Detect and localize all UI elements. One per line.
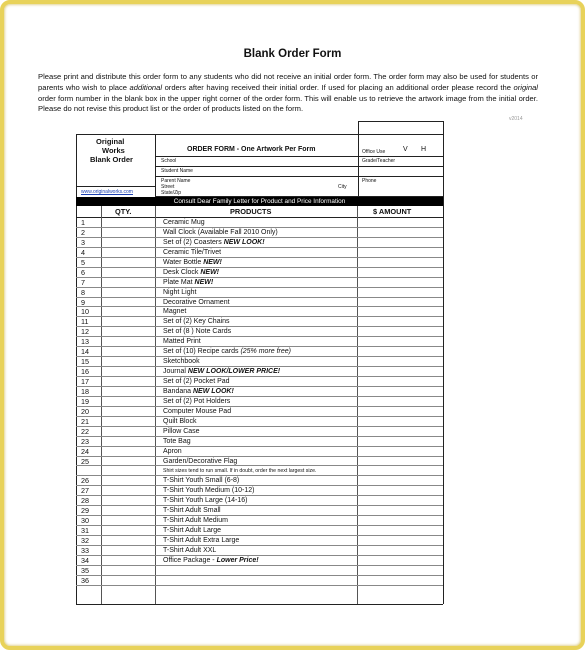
intro-text-1: Please print and distribute this order form to any students who did not receive an initial order form. The order form may also be used for students or parents who wish to place (38, 72, 538, 92)
product-label: Ceramic Mug (163, 219, 205, 226)
product-label: Journal (163, 368, 188, 376)
product-label: Computer Mouse Pad (163, 407, 232, 415)
product-label: Plate Mat (163, 278, 195, 286)
product-label: T-Shirt Adult Extra Large (163, 537, 240, 544)
product-row[interactable] (76, 387, 443, 397)
header-line-student (155, 166, 443, 167)
row-number: 6 (81, 267, 85, 277)
student-name-label: Student Name (161, 168, 193, 174)
state-zip-label: State/Zip (161, 190, 182, 196)
product-label: Night Light (163, 288, 197, 296)
row-number: 10 (81, 307, 89, 317)
intro-text-3: order form number in the blank box in the upper right corner of the order form. This will enable us to retrieve the artwork image from the initial order. Please do not revise this product list or the order of products listed on the form. (38, 93, 538, 114)
product-row[interactable] (76, 546, 443, 556)
row-number: 9 (81, 297, 85, 307)
product-tag: NEW LOOK/LOWER PRICE! (187, 368, 281, 376)
product-row[interactable] (76, 347, 443, 357)
row-number: 31 (81, 526, 89, 536)
row-number: 12 (81, 327, 89, 337)
office-h-label: H (421, 146, 427, 153)
product-row[interactable] (76, 337, 443, 347)
table-bottom-line (76, 604, 443, 605)
product-label: Set of (8 ) Note Cards (163, 328, 232, 336)
product-label: Sketchbook (163, 358, 200, 366)
row-number: 2 (81, 227, 85, 237)
row-number: 22 (81, 426, 89, 436)
product-row[interactable] (76, 298, 443, 308)
product-label: Decorative Ornament (163, 298, 230, 306)
product-row[interactable] (76, 437, 443, 447)
logo-line-1: Original (96, 137, 125, 146)
logo-line-2: Works (102, 146, 125, 155)
row-number: 16 (81, 367, 89, 377)
product-row[interactable] (76, 447, 443, 457)
row-number: 14 (81, 347, 89, 357)
table-right-border (443, 134, 444, 604)
product-label: Matted Print (163, 338, 201, 346)
phone-label: Phone (362, 178, 377, 184)
product-label: Tote Bag (163, 437, 191, 445)
column-header-products: PRODUCTS (230, 207, 272, 216)
order-number-box-left (358, 121, 359, 134)
product-row[interactable] (76, 327, 443, 337)
row-number: 20 (81, 406, 89, 416)
product-label: Bandana (163, 387, 193, 395)
row-number: 15 (81, 357, 89, 367)
header-line-parent (155, 176, 443, 177)
product-row[interactable] (76, 566, 443, 576)
product-row[interactable] (76, 496, 443, 506)
header-logo-bottom (76, 186, 155, 187)
product-row[interactable] (76, 367, 443, 377)
product-label: Apron (163, 447, 182, 455)
product-row[interactable] (76, 506, 443, 516)
product-row[interactable] (76, 268, 443, 278)
product-row[interactable] (76, 576, 443, 586)
school-label: School (161, 158, 177, 164)
intro-text-2: orders after having received their initial order. If used for placing an additional order please record the (162, 82, 514, 92)
product-tag: NEW! (194, 278, 214, 286)
page-title: Blank Order Form (243, 48, 342, 60)
order-number-box-right (443, 121, 444, 134)
column-header-amount: $ AMOUNT (373, 207, 412, 216)
row-number: 24 (81, 446, 89, 456)
product-row[interactable] (76, 218, 443, 228)
product-row[interactable] (76, 248, 443, 258)
product-label: T-Shirt Adult Medium (163, 517, 228, 525)
product-label: Set of (2) Pot Holders (163, 397, 231, 405)
product-label: T-Shirt Adult Small (163, 507, 221, 515)
row-number: 28 (81, 496, 89, 506)
city-label: City (338, 184, 347, 190)
website-link[interactable]: www.originalworks.com (81, 189, 133, 195)
product-row[interactable] (76, 556, 443, 566)
product-note: (25% more free) (240, 348, 292, 356)
product-row[interactable] (76, 457, 443, 467)
row-number: 35 (81, 565, 89, 575)
product-row[interactable] (76, 377, 443, 387)
info-banner: Consult Dear Family Letter for Product and Price Information (76, 197, 443, 206)
row-number: 13 (81, 337, 89, 347)
product-row[interactable] (76, 427, 443, 437)
row-number: 1 (81, 218, 85, 227)
product-label: Wall Clock (Available Fall 2010 Only) (163, 228, 278, 236)
row-number: 17 (81, 377, 89, 386)
product-label: T-Shirt Adult XXL (163, 546, 217, 554)
row-number: 5 (81, 257, 85, 267)
version-label: v2014 (509, 116, 523, 122)
form-title: ORDER FORM - One Artwork Per Form (187, 146, 316, 153)
header-top-line (76, 134, 443, 135)
header-line-school (155, 156, 443, 157)
row-number: 19 (81, 396, 89, 406)
product-label: T-Shirt Adult Large (163, 527, 221, 535)
row-number: 30 (81, 516, 89, 526)
product-row[interactable] (76, 407, 443, 417)
product-label: Quilt Block (163, 417, 197, 425)
product-label: Pillow Case (163, 427, 200, 435)
row-number: 36 (81, 575, 89, 585)
order-number-box-top (358, 121, 443, 122)
product-label: Office Package - (163, 556, 217, 564)
row-number: 8 (81, 287, 85, 297)
product-row[interactable] (76, 486, 443, 496)
row-number: 21 (81, 416, 89, 426)
product-row[interactable] (76, 526, 443, 536)
product-label: Set of (10) Recipe cards (163, 348, 241, 356)
row-number: 25 (81, 456, 89, 466)
product-label: T-Shirt Youth Small (6-8) (163, 477, 240, 485)
intro-paragraph (38, 72, 538, 115)
product-row[interactable] (76, 397, 443, 407)
intro-italic-1: additional (129, 82, 163, 92)
row-number: 23 (81, 436, 89, 446)
product-row[interactable] (76, 238, 443, 248)
product-label: Magnet (163, 308, 187, 316)
product-row[interactable] (76, 417, 443, 427)
product-label: Ceramic Tile/Trivet (163, 248, 222, 256)
row-number: 3 (81, 237, 85, 247)
product-label: Set of (2) Coasters (163, 238, 224, 246)
product-row[interactable] (76, 288, 443, 298)
product-row[interactable] (76, 228, 443, 238)
row-number: 26 (81, 476, 89, 486)
grade-teacher-label: Grade/Teacher (362, 158, 396, 164)
street-label: Street (161, 184, 175, 190)
row-number: 29 (81, 506, 89, 516)
product-label: Desk Clock (163, 268, 201, 276)
office-use-label: Office Use (362, 149, 386, 155)
product-row[interactable] (76, 476, 443, 486)
product-tag: NEW! (200, 268, 220, 276)
column-header-qty: QTY. (115, 207, 132, 216)
product-row[interactable] (76, 307, 443, 317)
row-divider (76, 585, 443, 586)
product-row[interactable] (76, 536, 443, 546)
product-row[interactable] (76, 317, 443, 327)
product-tag: NEW LOOK! (192, 387, 234, 395)
product-tag: Lower Price! (216, 556, 259, 564)
product-label: Set of (2) Key Chains (163, 318, 230, 326)
product-row[interactable] (76, 357, 443, 367)
product-label: T-Shirt Youth Large (14-16) (163, 497, 248, 505)
product-row[interactable] (76, 516, 443, 526)
product-label: Water Bottle (163, 258, 204, 266)
row-number: 7 (81, 277, 85, 287)
row-number: 33 (81, 545, 89, 555)
intro-italic-2: original (513, 82, 538, 92)
row-number: 32 (81, 536, 89, 545)
product-label: Set of (2) Pocket Pad (163, 378, 230, 385)
product-tag: NEW LOOK! (223, 238, 265, 246)
row-number: 4 (81, 247, 85, 257)
product-label: Garden/Decorative Flag (163, 457, 238, 465)
row-number: 18 (81, 386, 89, 396)
shirt-size-note: Shirt sizes tend to run small. If in doubt, order the next largest size. (163, 468, 317, 475)
parent-name-label: Parent Name (161, 178, 191, 184)
shirt-size-note-row (76, 466, 443, 476)
row-number: 34 (81, 555, 89, 565)
product-tag: NEW! (203, 258, 222, 266)
product-row[interactable] (76, 278, 443, 288)
product-row[interactable] (76, 258, 443, 268)
row-number: 11 (81, 317, 89, 327)
office-v-label: V (403, 146, 408, 153)
product-table (76, 218, 443, 586)
product-label: T-Shirt Youth Medium (10-12) (163, 487, 255, 495)
logo-line-3: Blank Order (90, 155, 133, 164)
row-number: 27 (81, 486, 89, 496)
